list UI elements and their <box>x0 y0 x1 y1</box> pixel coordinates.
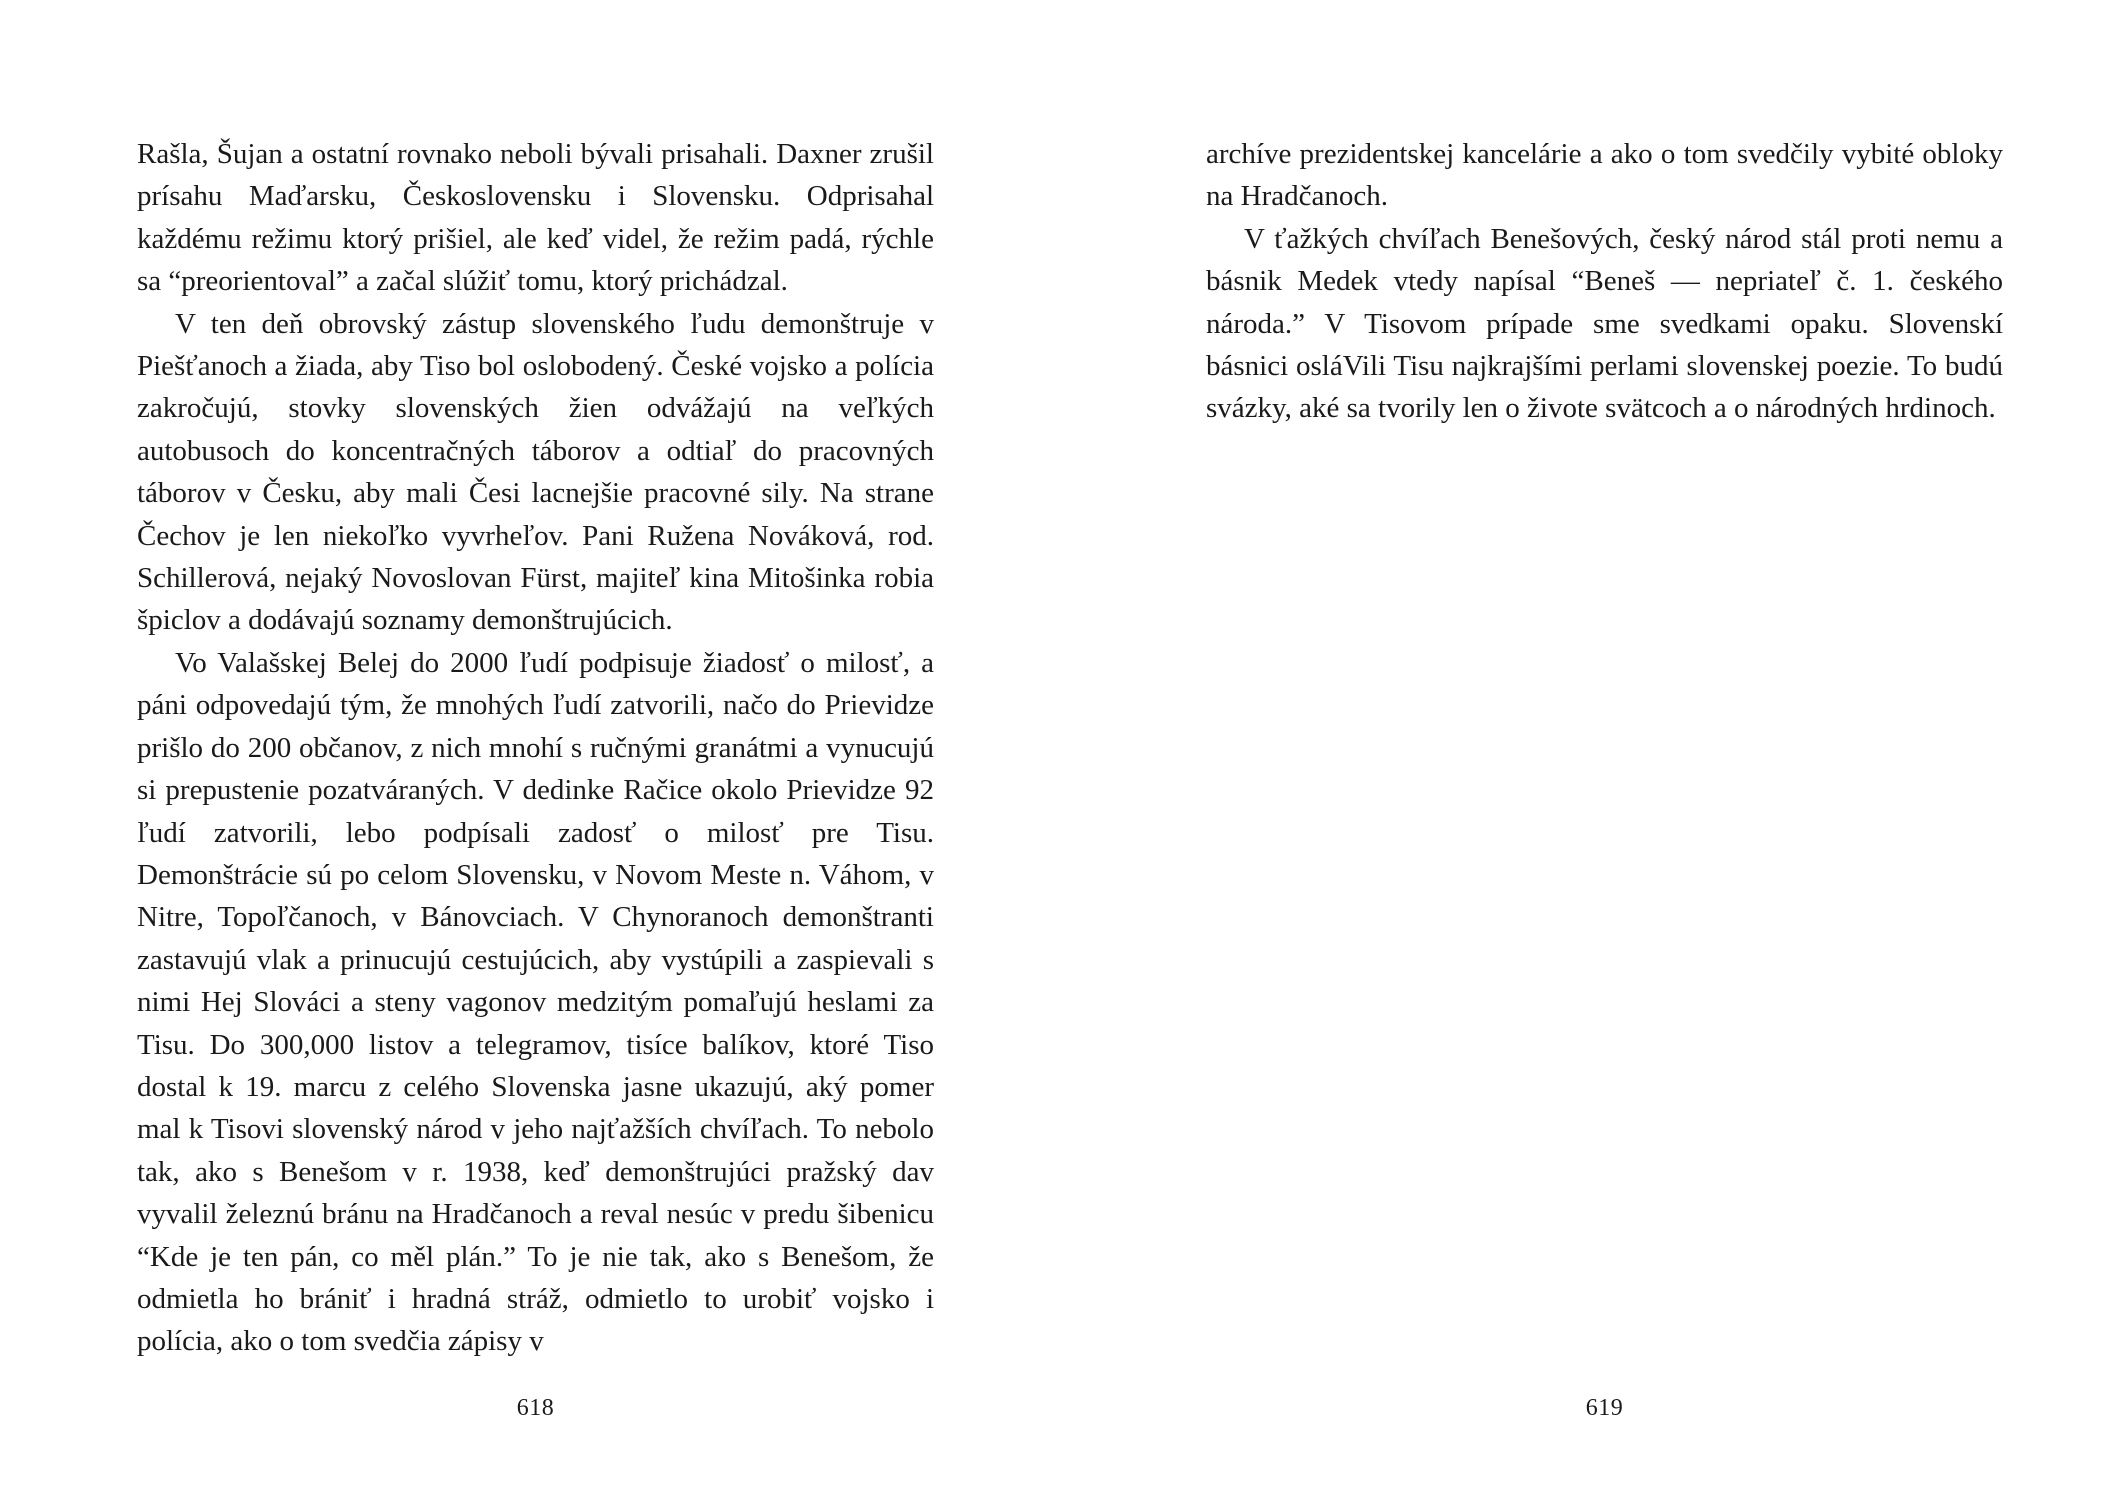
left-page <box>137 0 934 1500</box>
page-number: 618 <box>516 1395 555 1421</box>
page-number: 619 <box>1585 1395 1624 1421</box>
paragraph: V ten deň obrovský zástup slovenského ľudu demonštruje v Piešťanoch a žiada, aby Tiso bol oslobodený. České vojsko a polícia zakročujú, stovky slovenských žien odvážajú na veľkých autobusoch do koncentračných táborov a odtiaľ do pracovných táborov v Česku, aby mali Česi lacnejšie pracovné sily. Na strane Čechov je len niekoľko vyvrheľov. Pani Ružena Nováková, rod. Schillerová, nejaký Novoslovan Fürst, majiteľ kina Mitošinka robia špiclov a dodávajú soznamy demonštrujúcich. <box>137 307 934 637</box>
paragraph: Vo Valašskej Belej do 2000 ľudí podpisuje žiadosť o milosť, a páni odpovedajú tým, že mnohých ľudí zatvorili, načo do Prievidze prišlo do 200 občanov, z nich mnohí s ručnými granátmi a vynucujú si prepustenie pozatváraných. V dedinke Račice okolo Prievidze 92 ľudí zatvorili, lebo podpísali zadosť o milosť pre Tisu. Demonštrácie sú po celom Slovensku, v Novom Meste n. Váhom, v Nitre, Topoľčanoch, v Bánovciach. V Chynoranoch demonštranti zastavujú vlak a prinucujú cestujúcich, aby vystúpili a zaspievali s nimi Hej Slováci a steny vagonov medzitým pomaľujú heslami za Tisu. Do 300,000 listov a telegramov, tisíce balíkov, ktoré Tiso dostal k 19. marcu z celého Slovenska jasne ukazujú, aký pomer mal k Tisovi slovenský národ v jeho najťažších chvíľach. To nebolo tak, ako s Benešom v r. 1938, keď demonštrujúci pražský dav vyvalil železnú bránu na Hradčanoch a reval nesúc v predu šibenicu “Kde je ten pán, co měl plán.” To je nie tak, ako s Benešom, že odmietla ho brániť i hradná stráž, odmietlo to urobiť vojsko i polícia, ako o tom svedčia zápisy v <box>137 646 934 1358</box>
right-page-text <box>1206 133 2003 430</box>
paragraph: V ťažkých chvíľach Benešových, český národ stál proti nemu a básnik Medek vtedy napísal “Beneš — nepriateľ č. 1. českého národa.” V Tisovom prípade sme svedkami opaku. Slovenskí básnici osláVili Tisu najkrajšími perlami slovenskej poezie. To budú svázky, aké sa tvorily len o živote svätcoch a o národných hrdinoch. <box>1206 222 2003 425</box>
right-page <box>1206 0 2003 1500</box>
left-page-text <box>137 133 934 1363</box>
paragraph: Rašla, Šujan a ostatní rovnako neboli bývali prisahali. Daxner zrušil prísahu Maďarsku, Československu i Slovensku. Odprisahal každému režimu ktorý prišiel, ale keď videl, že režim padá, rýchle sa “preorientoval” a začal slúžiť tomu, ktorý prichádzal. <box>137 138 934 298</box>
paragraph: archíve prezidentskej kancelárie a ako o tom svedčily vybité obloky na Hradčanoch. <box>1206 138 2003 213</box>
